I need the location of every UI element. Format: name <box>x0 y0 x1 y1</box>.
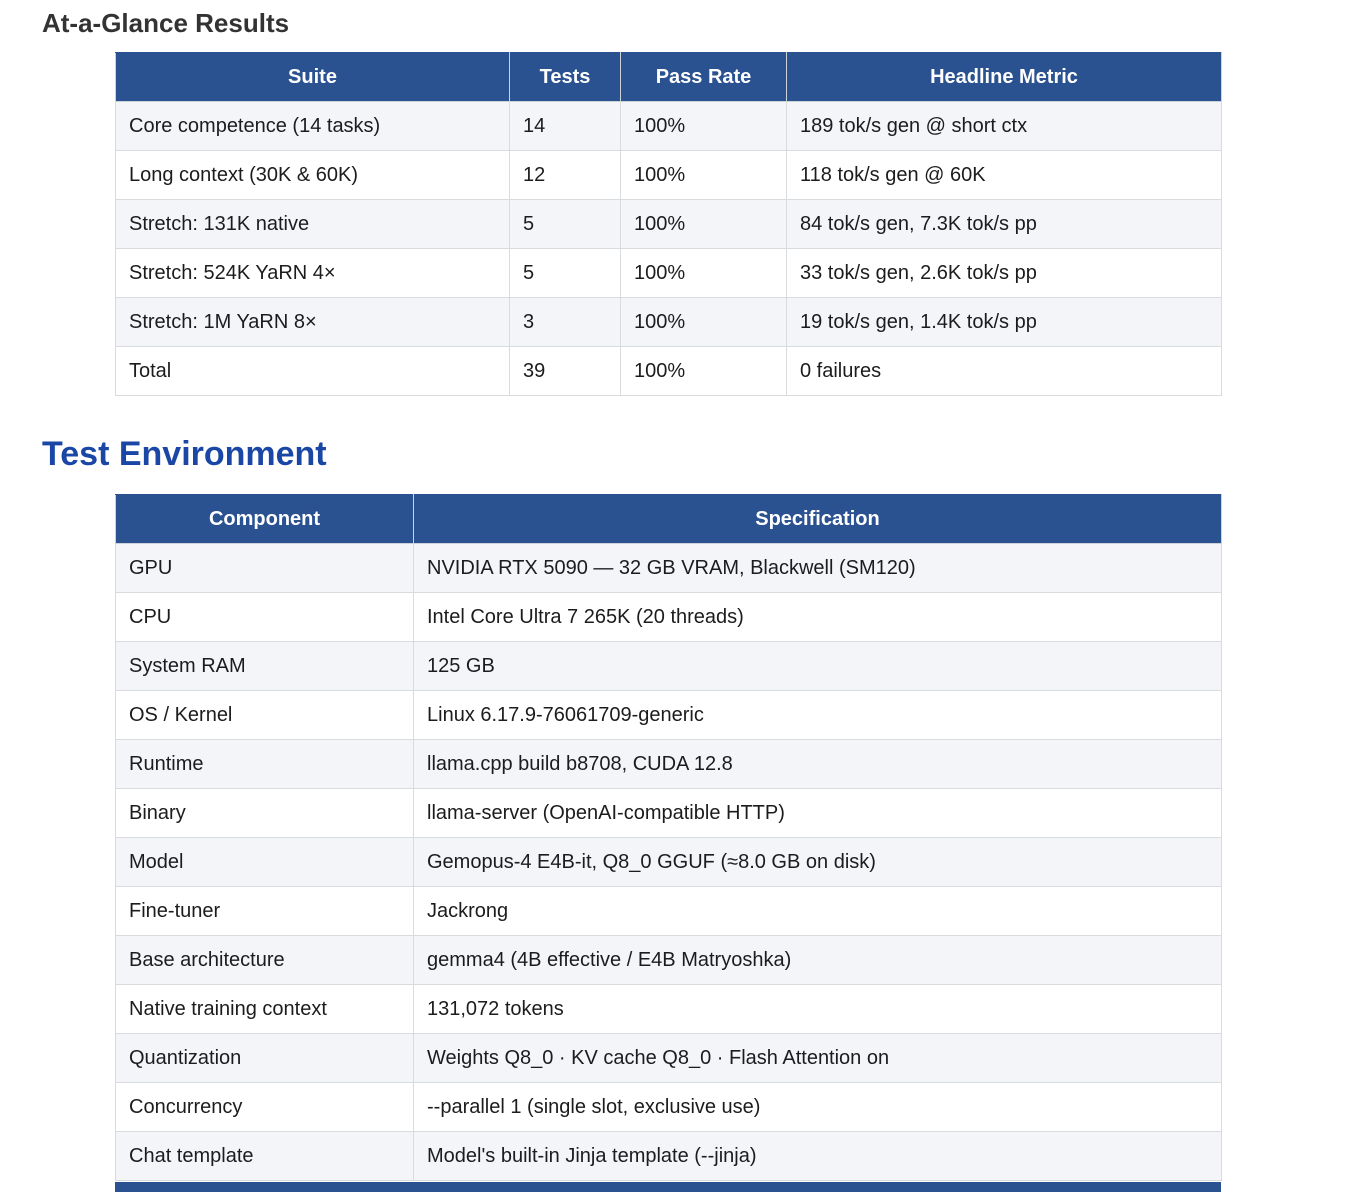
table-cell: 3 <box>510 298 621 347</box>
table-cell: llama-server (OpenAI-compatible HTTP) <box>414 789 1222 838</box>
next-table-header-partial <box>115 1182 1221 1192</box>
table-cell: 100% <box>621 102 787 151</box>
table-cell: OS / Kernel <box>116 691 414 740</box>
table-cell: Gemopus-4 E4B-it, Q8_0 GGUF (≈8.0 GB on disk) <box>414 838 1222 887</box>
at-a-glance-heading: At-a-Glance Results <box>42 8 290 38</box>
table-row <box>116 936 1222 985</box>
table-cell: Runtime <box>116 740 414 789</box>
table-cell: 14 <box>510 102 621 151</box>
table-cell: Fine-tuner <box>116 887 414 936</box>
table-cell: Binary <box>116 789 414 838</box>
table-cell: Stretch: 524K YaRN 4× <box>116 249 510 298</box>
table-cell: GPU <box>116 544 414 593</box>
at-a-glance-table-body <box>116 102 1222 396</box>
table-cell: 0 failures <box>787 347 1222 396</box>
table-cell: 19 tok/s gen, 1.4K tok/s pp <box>787 298 1222 347</box>
table-cell: Model's built-in Jinja template (--jinja) <box>414 1132 1222 1181</box>
column-header-component: Component <box>116 495 414 544</box>
table-row <box>116 1132 1222 1181</box>
table-cell: Native training context <box>116 985 414 1034</box>
table-cell: Total <box>116 347 510 396</box>
table-row <box>116 593 1222 642</box>
table-cell: 100% <box>621 298 787 347</box>
table-cell: Core competence (14 tasks) <box>116 102 510 151</box>
table-row <box>116 544 1222 593</box>
table-cell: System RAM <box>116 642 414 691</box>
table-cell: 131,072 tokens <box>414 985 1222 1034</box>
table-row <box>116 102 1222 151</box>
table-row <box>116 642 1222 691</box>
table-row <box>116 789 1222 838</box>
table-cell: 189 tok/s gen @ short ctx <box>787 102 1222 151</box>
table-row <box>116 1083 1222 1132</box>
table-row <box>116 200 1222 249</box>
at-a-glance-table-header <box>116 53 1222 102</box>
table-cell: Jackrong <box>414 887 1222 936</box>
table-cell: 118 tok/s gen @ 60K <box>787 151 1222 200</box>
table-cell: 100% <box>621 200 787 249</box>
table-cell: llama.cpp build b8708, CUDA 12.8 <box>414 740 1222 789</box>
table-cell: Chat template <box>116 1132 414 1181</box>
test-environment-table-body <box>116 544 1222 1181</box>
table-row <box>116 347 1222 396</box>
column-header-suite: Suite <box>116 53 510 102</box>
test-environment-heading: Test Environment <box>42 435 327 474</box>
table-cell: Long context (30K & 60K) <box>116 151 510 200</box>
table-row <box>116 1034 1222 1083</box>
table-cell: 12 <box>510 151 621 200</box>
table-cell: Quantization <box>116 1034 414 1083</box>
test-environment-table <box>115 494 1222 1181</box>
table-cell: Linux 6.17.9-76061709-generic <box>414 691 1222 740</box>
table-row <box>116 740 1222 789</box>
table-row <box>116 151 1222 200</box>
table-cell: 5 <box>510 200 621 249</box>
table-cell: 5 <box>510 249 621 298</box>
table-cell: 100% <box>621 347 787 396</box>
table-cell: 33 tok/s gen, 2.6K tok/s pp <box>787 249 1222 298</box>
table-row <box>116 887 1222 936</box>
column-header-pass-rate: Pass Rate <box>621 53 787 102</box>
table-cell: CPU <box>116 593 414 642</box>
at-a-glance-table <box>115 52 1222 396</box>
table-cell: 84 tok/s gen, 7.3K tok/s pp <box>787 200 1222 249</box>
table-cell: Model <box>116 838 414 887</box>
table-cell: Base architecture <box>116 936 414 985</box>
table-cell: 125 GB <box>414 642 1222 691</box>
table-cell: 100% <box>621 249 787 298</box>
table-row <box>116 985 1222 1034</box>
table-cell: Stretch: 1M YaRN 8× <box>116 298 510 347</box>
column-header-tests: Tests <box>510 53 621 102</box>
table-cell: Concurrency <box>116 1083 414 1132</box>
table-cell: Intel Core Ultra 7 265K (20 threads) <box>414 593 1222 642</box>
column-header-specification: Specification <box>414 495 1222 544</box>
table-row <box>116 298 1222 347</box>
table-cell: gemma4 (4B effective / E4B Matryoshka) <box>414 936 1222 985</box>
table-row <box>116 691 1222 740</box>
table-row <box>116 249 1222 298</box>
header-row <box>116 53 1222 102</box>
table-cell: 39 <box>510 347 621 396</box>
column-header-headline-metric: Headline Metric <box>787 53 1222 102</box>
test-environment-table-header <box>116 495 1222 544</box>
header-row <box>116 495 1222 544</box>
table-cell: --parallel 1 (single slot, exclusive use) <box>414 1083 1222 1132</box>
table-cell: Weights Q8_0 · KV cache Q8_0 · Flash Attention on <box>414 1034 1222 1083</box>
table-cell: Stretch: 131K native <box>116 200 510 249</box>
table-cell: 100% <box>621 151 787 200</box>
table-cell: NVIDIA RTX 5090 — 32 GB VRAM, Blackwell (SM120) <box>414 544 1222 593</box>
table-row <box>116 838 1222 887</box>
